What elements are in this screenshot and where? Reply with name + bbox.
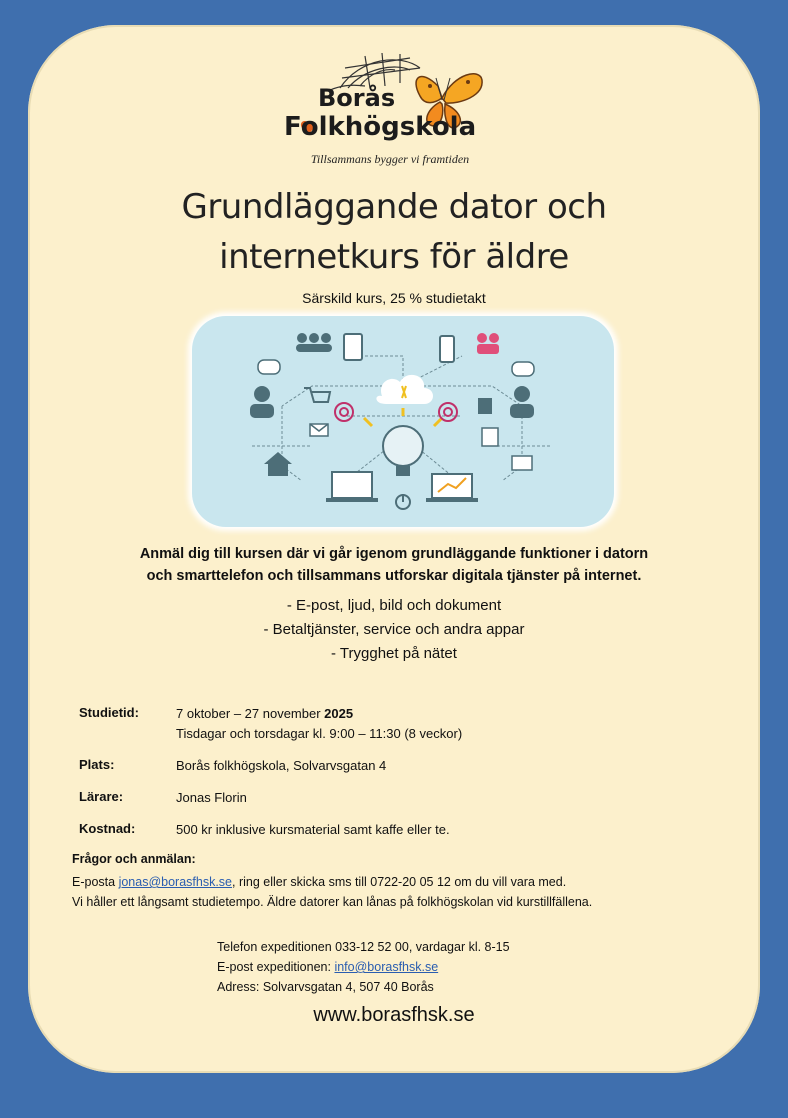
studietid-schedule: Tisdagar och torsdagar kl. 9:00 – 11:30 (8 veckor) (176, 726, 463, 741)
kostnad-value: 500 kr inklusive kursmaterial samt kaffe eller te. (176, 822, 450, 837)
logo-line2: Folkhögskola (284, 112, 477, 142)
course-title (60, 182, 728, 282)
title-line1: Grundläggande dator och (181, 187, 607, 227)
faq-prefix: E-posta (72, 875, 119, 889)
topic-item: - E-post, ljud, bild och dokument (286, 597, 502, 614)
studietid-value (176, 704, 462, 744)
plats-label: Plats: (79, 757, 115, 772)
larare-label: Lärare: (79, 789, 124, 804)
plats-value: Borås folkhögskola, Solvarvsgatan 4 (176, 758, 387, 773)
kostnad-label: Kostnad: (79, 821, 136, 836)
contact-block (217, 937, 510, 997)
larare-value: Jonas Florin (176, 790, 247, 805)
lead-line2: och smarttelefon och tillsammans utforskar digitala tjänster på internet. (146, 568, 642, 584)
studietid-label: Studietid: (79, 705, 139, 720)
mail-icon (310, 424, 328, 436)
topic-list (60, 594, 728, 666)
faq-suffix: , ring eller skicka sms till 0722-20 05 12 om du vill vara med. (232, 875, 567, 889)
contact-phone: Telefon expeditionen 033-12 52 00, vardagar kl. 8-15 (217, 940, 510, 954)
contact-email-prefix: E-post expeditionen: (217, 960, 335, 974)
phone-icon (440, 336, 454, 362)
topic-item: - Betaltjänster, service och andra appar (263, 621, 525, 638)
logo-line1: Borås (318, 84, 396, 112)
office-email-link[interactable]: info@borasfhsk.se (334, 960, 439, 974)
faq-heading: Frågor och anmälan: (72, 852, 196, 866)
network-illustration (192, 316, 614, 527)
studietid-dates: 7 oktober – 27 november (176, 706, 325, 721)
course-description (60, 543, 728, 587)
website-url: www.borasfhsk.se (313, 1004, 475, 1026)
topic-item: - Trygghet på nätet (331, 645, 457, 662)
course-subtitle: Särskild kurs, 25 % studietakt (302, 290, 486, 306)
teacher-email-link[interactable]: jonas@borasfhsk.se (118, 875, 233, 889)
faq-text (72, 872, 592, 912)
tablet-icon (344, 334, 362, 360)
logo-tagline: Tillsammans bygger vi framtiden (310, 152, 470, 166)
lead-line1: Anmäl dig till kursen där vi går igenom grundläggande funktioner i datorn (139, 546, 649, 562)
people-icon (296, 333, 332, 352)
faq-line2: Vi håller ett långsamt studietempo. Äldre datorer kan lånas på folkhögskolan vid kurstillfällena. (72, 895, 593, 909)
title-line2: internetkurs för äldre (219, 237, 569, 277)
studietid-year: 2025 (324, 706, 354, 721)
contact-address: Adress: Solvarvsgatan 4, 507 40 Borås (217, 980, 434, 994)
